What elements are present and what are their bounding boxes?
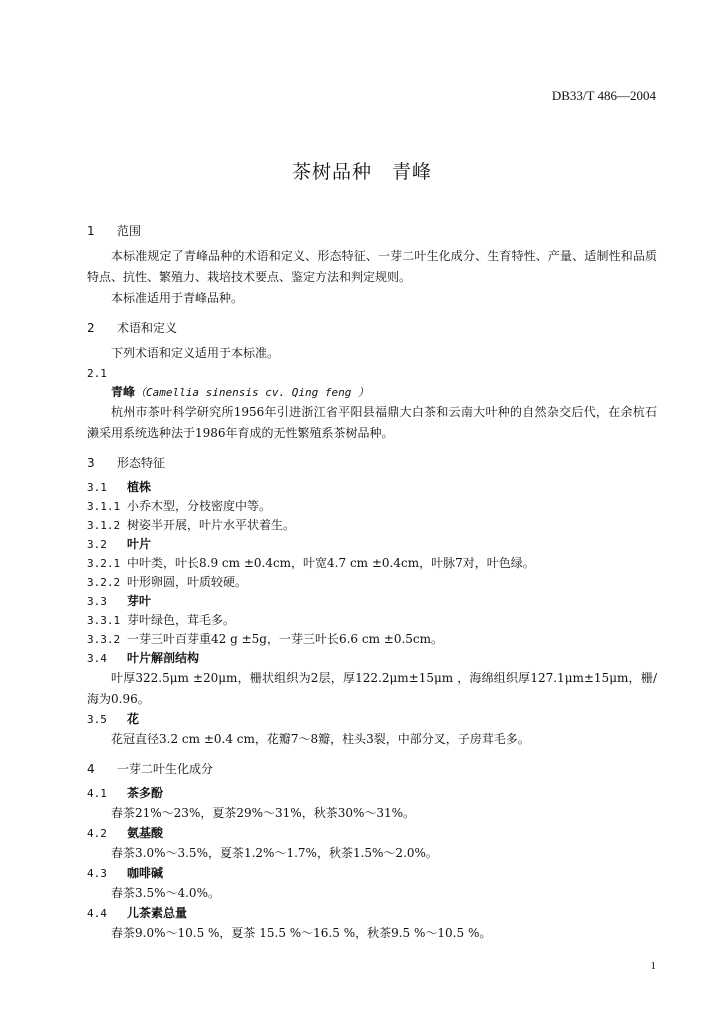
clause-line: 3.1.1 小乔木型，分枝密度中等。 bbox=[87, 499, 272, 513]
anatomy-paragraph: 叶厚322.5μm ±20μm，栅状组织为2层，厚122.2μm±15μm ，海绵组织厚127.1μm±15μm，栅/海为0.96。 bbox=[87, 671, 657, 706]
subsection-heading: 4.4 儿茶素总量 bbox=[87, 906, 188, 920]
scope-paragraph: 本标准规定了青峰品种的术语和定义、形态特征、一芽二叶生化成分、生育特性、产量、适制性和品质特点、抗性、繁殖力、栽培技术要点、鉴定方法和判定规则。 bbox=[87, 249, 657, 284]
caffeine-values: 春茶3.5%～4.0%。 bbox=[111, 886, 220, 900]
subsection-heading: 4.2 氨基酸 bbox=[87, 826, 164, 840]
subsection-heading: 3.1 植株 bbox=[87, 480, 152, 494]
clause-line: 3.3.2 一芽三叶百芽重42 g ±5g，一芽三叶长6.6 cm ±0.5cm。 bbox=[87, 632, 444, 646]
section-2-heading bbox=[87, 319, 657, 337]
section-1-heading bbox=[87, 222, 657, 240]
scope-applicability: 本标准适用于青峰品种。 bbox=[111, 291, 244, 305]
polyphenol-values: 春茶21%～23%，夏茶29%～31%，秋茶30%～31%。 bbox=[111, 806, 416, 820]
clause-line: 3.2.1 中叶类，叶长8.9 cm ±0.4cm，叶宽4.7 cm ±0.4cm，叶脉7对，叶色绿。 bbox=[87, 556, 535, 570]
subsection-heading: 3.3 芽叶 bbox=[87, 594, 152, 608]
subsection-heading: 3.4 叶片解剖结构 bbox=[87, 651, 200, 665]
section-3-heading bbox=[87, 454, 657, 472]
section-number: 4 bbox=[87, 762, 95, 776]
scientific-name: （Camellia sinensis cv. Qing feng ） bbox=[135, 386, 369, 399]
flower-paragraph: 花冠直径3.2 cm ±0.4 cm，花瓣7～8瓣，柱头3裂，中部分叉，子房茸毛多。 bbox=[111, 732, 530, 746]
section-4-heading bbox=[87, 760, 657, 778]
section-title: 形态特征 bbox=[117, 456, 166, 470]
subsection-heading: 4.3 咖啡碱 bbox=[87, 866, 164, 880]
section-title: 术语和定义 bbox=[117, 321, 178, 335]
terms-intro: 下列术语和定义适用于本标准。 bbox=[111, 346, 280, 360]
section-title: 范围 bbox=[117, 224, 142, 238]
term-entry bbox=[87, 383, 657, 402]
clause-line: 3.2.2 叶形卵圆，叶质较硬。 bbox=[87, 575, 248, 589]
subsection-heading: 3.2 叶片 bbox=[87, 537, 152, 551]
term-name: 青峰 bbox=[111, 385, 136, 399]
page-number: 1 bbox=[650, 960, 656, 972]
clause-line: 3.3.1 芽叶绿色，茸毛多。 bbox=[87, 613, 236, 627]
standard-code: DB33/T 486—2004 bbox=[551, 88, 656, 103]
term-definition: 杭州市茶叶科学研究所1956年引进浙江省平阳县福鼎大白茶和云南大叶种的自然杂交后代，在余杭石濑采用系统选种法于1986年育成的无性繁殖系茶树品种。 bbox=[87, 405, 657, 440]
subsection-2-1-number: 2.1 bbox=[87, 367, 107, 380]
section-number: 2 bbox=[87, 321, 95, 335]
catechin-values: 春茶9.0%～10.5 %，夏茶 15.5 %～16.5 %，秋茶9.5 %～10.5 %。 bbox=[111, 926, 492, 940]
subsection-heading: 3.5 花 bbox=[87, 712, 140, 726]
amino-acid-values: 春茶3.0%～3.5%，夏茶1.2%～1.7%，秋茶1.5%～2.0%。 bbox=[111, 846, 438, 860]
clause-line: 3.1.2 树姿半开展，叶片水平状着生。 bbox=[87, 518, 296, 532]
section-number: 3 bbox=[87, 456, 95, 470]
section-number: 1 bbox=[87, 224, 95, 238]
section-title: 一芽二叶生化成分 bbox=[117, 762, 214, 776]
document-body bbox=[87, 222, 657, 944]
document-title: 茶树品种 青峰 bbox=[291, 161, 432, 183]
subsection-heading: 4.1 茶多酚 bbox=[87, 786, 164, 800]
